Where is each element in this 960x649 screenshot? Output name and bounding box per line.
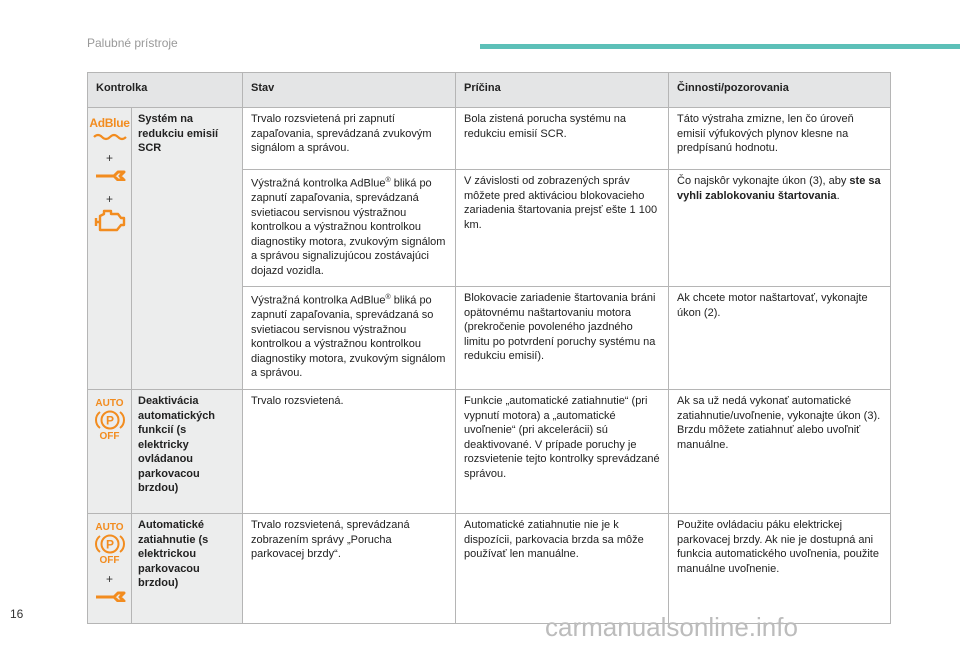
- row-name-auto-off: Deaktivácia automatických funkcií (s elektricky ovládanou parkovacou brzdou): [132, 390, 243, 514]
- cinnost-cell: Ak sa už nedá vykonať automatické zatiahnutie/uvoľnenie, vykonajte úkon (3). Brzdu môžete zatiahnuť alebo uvoľniť manuálne.: [669, 390, 891, 514]
- icon-cell-auto-apply: [88, 514, 132, 624]
- svg-text:P: P: [105, 537, 114, 552]
- row-name-scr: Systém na redukciu emisií SCR: [132, 108, 243, 390]
- stav-cell: Výstražná kontrolka AdBlue® bliká po zapnutí zapaľovania, sprevádzaná svietiacou servisnou výstražnou kontrolkou a výstražnou kontrolkou diagnostiky motora, zvukovým signálom a správou signalizujúcou zostávajúci dojazd vozidla.: [243, 170, 456, 287]
- icon-cell-scr: [88, 108, 132, 390]
- stav-cell: Výstražná kontrolka AdBlue® bliká po zapnutí zapaľovania, sprevádzaná so svietiacou servisnou výstražnou kontrolkou a výstražnou kontrolkou diagnostiky motora, zvukovým signálom a správou.: [243, 287, 456, 390]
- stav-cell: Trvalo rozsvietená.: [243, 390, 456, 514]
- adblue-icon: AdBlue: [89, 116, 129, 145]
- pricina-cell: Automatické zatiahnutie nie je k dispozícii, parkovacia brzda sa môže používať len manuálne.: [456, 514, 669, 624]
- page-number: 16: [10, 607, 24, 621]
- cinnost-cell: Čo najskôr vykonajte úkon (3), aby ste sa vyhli zablokovaniu štartovania.: [669, 170, 891, 287]
- table-row: [88, 108, 891, 170]
- engine-icon: [93, 208, 127, 239]
- auto-p-off-icon: AUTO P OFF: [95, 398, 124, 443]
- icon-cell-auto-off: [88, 390, 132, 514]
- table-row: [88, 390, 891, 514]
- plus-sign: +: [105, 572, 113, 587]
- section-accent-bar: [480, 44, 960, 49]
- cinnost-cell: Ak chcete motor naštartovať, vykonajte úkon (2).: [669, 287, 891, 390]
- warning-lights-table: [87, 72, 891, 624]
- row-name-auto-apply: Automatické zatiahnutie (s elektrickou parkovacou brzdou): [132, 514, 243, 624]
- pricina-cell: V závislosti od zobrazených správ môžete pred aktiváciou blokovacieho zariadenia štartovania prejsť ešte 1 100 km.: [456, 170, 669, 287]
- pricina-cell: Funkcie „automatické zatiahnutie“ (pri vypnutí motora) a „automatické uvoľnenie“ (pri akcelerácii) sú deaktivované. V prípade poruchy je rozsvietenie tejto kontrolky sprevádzané správou.: [456, 390, 669, 514]
- section-title: Palubné prístroje: [87, 36, 178, 50]
- col-header-pricina: Príčina: [456, 73, 669, 108]
- plus-sign: +: [105, 151, 113, 165]
- svg-text:P: P: [105, 413, 114, 428]
- pricina-cell: Bola zistená porucha systému na redukciu emisií SCR.: [456, 108, 669, 170]
- auto-p-off-icon: AUTO P OFF: [95, 522, 124, 567]
- table-row: [88, 514, 891, 624]
- stav-cell: Trvalo rozsvietená, sprevádzaná zobrazením správy „Porucha parkovacej brzdy“.: [243, 514, 456, 624]
- watermark: carmanualsonline.info: [545, 612, 798, 642]
- cinnost-cell: Táto výstraha zmizne, len čo úroveň emisií výfukových plynov klesne na predpísanú hodnotu.: [669, 108, 891, 170]
- plus-sign: +: [105, 191, 113, 206]
- wrench-icon: [94, 588, 126, 607]
- col-header-cinnosti: Činnosti/pozorovania: [669, 73, 891, 108]
- col-header-stav: Stav: [243, 73, 456, 108]
- stav-cell: Trvalo rozsvietená pri zapnutí zapaľovania, sprevádzaná zvukovým signálom a správou.: [243, 108, 456, 170]
- pricina-cell: Blokovacie zariadenie štartovania bráni opätovnému naštartovaniu motora (prekročenie povoleného jazdného limitu po potvrdení poruchy systému na redukciu emisií).: [456, 287, 669, 390]
- cinnost-cell: Použite ovládaciu páku elektrickej parkovacej brzdy. Ak nie je dostupná ani funkcia automatického uvoľnenia, použite manuálne uvoľnenie.: [669, 514, 891, 624]
- wrench-icon: [94, 167, 126, 186]
- table-header-row: [88, 73, 891, 108]
- col-header-kontrolka: Kontrolka: [88, 73, 243, 108]
